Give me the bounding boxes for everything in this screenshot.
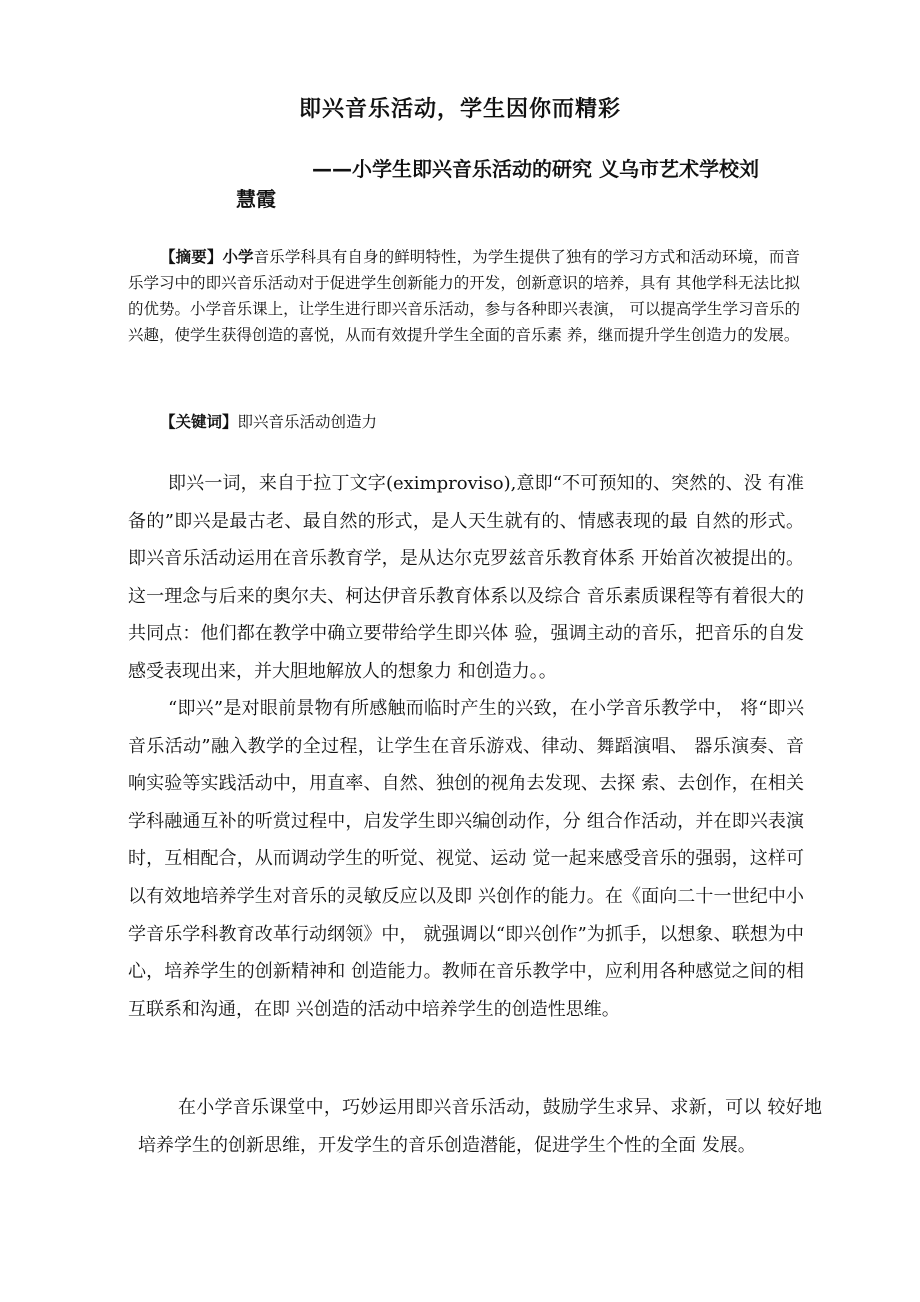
- abstract: [128, 244, 800, 348]
- page-title: 即兴音乐活动，学生因你而精彩: [298, 97, 621, 122]
- subtitle: [236, 154, 836, 214]
- subtitle-line-2: 慧霞: [236, 187, 276, 211]
- body-paragraph-2: “即兴”是对眼前景物有所感触而临时产生的兴致，在小学音乐教学中， 将“即兴音乐活动”融入教学的全过程，让学生在音乐游戏、律动、舞蹈演唱、 器乐演奏、音响实验等实践活动中，用直率、自然、独创的视角去发现、去探 索、去创作，在相关学科融通互补的听赏过程中，启发学生即兴编创动作，分 组合作活动，并在即兴表演时，互相配合，从而调动学生的听觉、视觉、运动 觉一起来感受音乐的强弱，这样可以有效地培养学生对音乐的灵敏反应以及即 兴创作的能力。在《面向二十一世纪中小学音乐学科教育改革行动纲领》中， 就强调以“即兴创作”为抓手，以想象、联想为中心，培养学生的创新精神和 创造能力。教师在音乐教学中，应利用各种感觉之间的相互联系和沟通，在即 兴创造的活动中培养学生的创造性思维。: [128, 698, 804, 1020]
- keywords: [160, 409, 377, 435]
- abstract-text: 音乐学科具有自身的鲜明特性，为学生提供了独有的学习方式和活动环境，而音乐学习中的即兴音乐活动对于促进学生创新能力的开发，创新意识的培养，具有 其他学科无法比拟的优势。小学音乐课上，让学生进行即兴音乐活动，参与各种即兴表演， 可以提高学生学习音乐的兴趣，使学生获得创造的喜悦，从而有效提升学生全面的音乐素 养，继而提升学生创造力的发展。: [128, 248, 800, 344]
- subtitle-line-1: ——小学生即兴音乐活动的研究 义乌市艺术学校刘: [312, 157, 759, 181]
- body-paragraph-3: 在小学音乐课堂中，巧妙运用即兴音乐活动，鼓励学生求异、求新，可以 较好地培养学生的创新思维，开发学生的音乐创造潜能，促进学生个性的全面 发展。: [138, 1097, 822, 1156]
- abstract-label: 【摘要】小学: [160, 248, 254, 266]
- body-paragraph-1: 即兴一词，来自于拉丁文字(eximproviso),意即“不可预知的、突然的、没 有准备的”即兴是最古老、最自然的形式，是人天生就有的、情感表现的最 自然的形式。即兴音乐活动运用在音乐教育学，是从达尔克罗兹音乐教育体系 开始首次被提出的。这一理念与后来的奥尔夫、柯达伊音乐教育体系以及综合 音乐素质课程等有着很大的共同点：他们都在教学中确立要带给学生即兴体 验，强调主动的音乐，把音乐的自发感受表现出来，并大胆地解放人的想象力 和创造力。。: [128, 473, 804, 682]
- keywords-text: 即兴音乐活动创造力: [237, 413, 378, 431]
- keywords-label: 【关键词】: [160, 413, 238, 431]
